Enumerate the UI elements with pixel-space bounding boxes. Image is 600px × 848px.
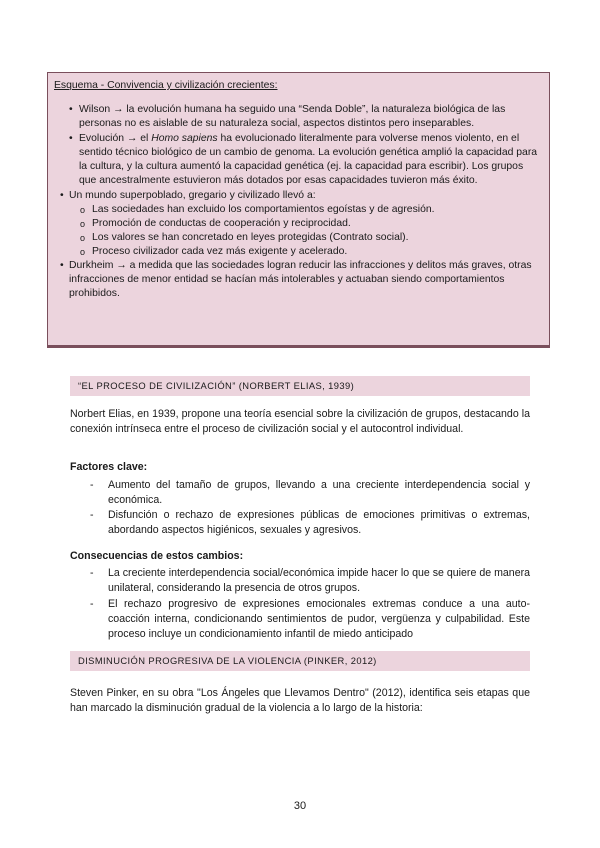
box-title: Esquema - Convivencia y civilización crecientes: [54, 80, 278, 91]
list-item: • Un mundo superpoblado, gregario y civilizado llevó a: [60, 190, 316, 201]
page-number: 30 [293, 800, 307, 812]
section-header-elias: “EL PROCESO DE CIVILIZACIÓN” (NORBERT ELIAS, 1939) [70, 376, 530, 396]
section-header-pinker: DISMINUCIÓN PROGRESIVA DE LA VIOLENCIA (PINKER, 2012) [70, 651, 530, 671]
consecuencias-title: Consecuencias de estos cambios: [70, 550, 244, 562]
list-item: - El rechazo progresivo de expresiones emocionales extremas conduce a una auto-coacción interna, condicionando sentimientos de pudor, vergüenza y culpabilidad. Este proceso incluye un condicionamiento infantil de miedo anticipado [90, 598, 530, 640]
list-item: • Wilson → la evolución humana ha seguido una “Senda Doble”, la naturaleza biológica de las personas no es aislable de su naturaleza social, aspectos distintos pero inseparables. [69, 104, 506, 129]
factores-title: Factores clave: [70, 461, 148, 473]
list-item: - Aumento del tamaño de grupos, llevando a una creciente interdependencia social y económica. [90, 479, 530, 506]
sub-list-item: o Los valores se han concretado en leyes protegidas (Contrato social). [80, 232, 409, 243]
summary-box [47, 72, 550, 348]
sub-list-item: o Las sociedades han excluido los comportamientos egoístas y de agresión. [80, 204, 435, 215]
paragraph-pinker-intro: Steven Pinker, en su obra "Los Ángeles que Llevamos Dentro" (2012), identifica seis etapas que han marcado la disminución gradual de la violencia a lo largo de la historia: [70, 687, 530, 714]
list-item: - La creciente interdependencia social/económica impide hacer lo que se quiere de manera unilateral, considerando la presencia de otros grupos. [90, 567, 530, 594]
sub-list-item: o Promoción de conductas de cooperación y reciprocidad. [80, 218, 351, 229]
sub-list-item: o Proceso civilizador cada vez más exigente y acelerado. [80, 246, 348, 257]
list-item: • Evolución → el Homo sapiens ha evolucionado literalmente para volverse menos violento, en el sentido técnico biológico de un cambio de genoma. La evolución genética amplió la capacidad para la cultura, y la cultura aumentó la capacidad genética (ej. la capacidad para escribir). Los grupos que ancestralmente estuvieron más dotados por esas capacidades tuvieron más éxito. [69, 133, 538, 186]
list-item: - Disfunción o rechazo de expresiones públicas de emociones primitivas o extremas, abordando aspectos higiénicos, sexuales y agresivos. [90, 509, 530, 536]
paragraph-elias-intro: Norbert Elias, en 1939, propone una teoría esencial sobre la civilización de grupos, destacando la conexión intrínseca entre el proceso de civilización social y el autocontrol individual. [70, 408, 530, 435]
list-item: • Durkheim → a medida que las sociedades logran reducir las infracciones y delitos más graves, otras infracciones de menor entidad se hacían más intolerables y actuaban siendo comportamientos prohibidos. [60, 260, 532, 299]
